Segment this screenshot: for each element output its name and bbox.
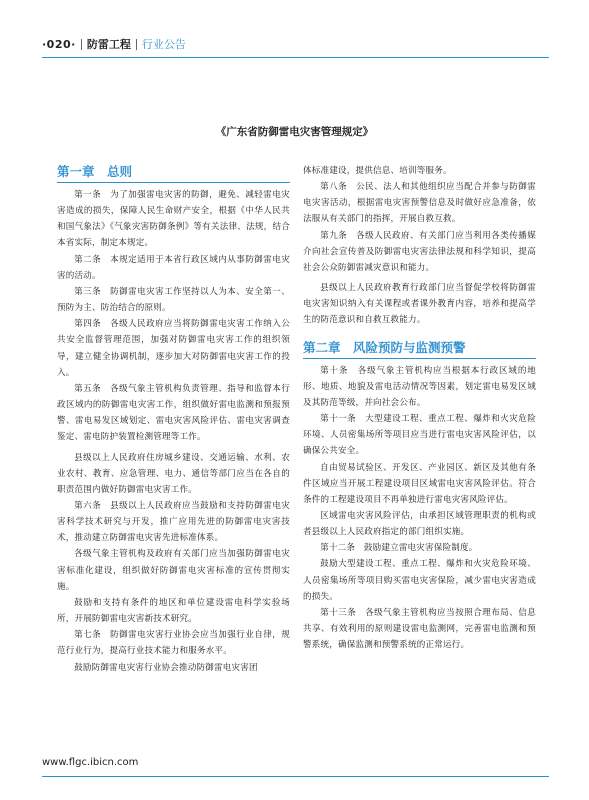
paragraph: 县级以上人民政府住房城乡建设、交通运输、水利、农业农村、教育、应急管理、电力、通信等部门应当在各自的职责范围内做好防御雷电灾害工作。 xyxy=(57,452,290,495)
footer-url: www.flgc.ibicn.com xyxy=(42,757,139,768)
paragraph: 第四条 各级人民政府应当将防御雷电灾害工作纳入公共安全监督管理范围，加强对防御雷电灾害工作的组织领导，建立健全协调机制，逐步加大对防御雷电灾害工作的投入。 xyxy=(57,319,290,378)
paragraph: 各级气象主管机构及政府有关部门应当加强防御雷电灾害标准化建设，组织做好防御雷电灾害标准的宣传贯彻实施。 xyxy=(57,549,290,592)
chapter-heading: 第一章 总则 xyxy=(57,164,133,179)
paragraph: 自由贸易试验区、开发区、产业园区、新区及其他有条件区域应当开展工程建设项目区域雷电灾害风险评估。符合条件的工程建设项目不再单独进行雷电灾害风险评估。 xyxy=(303,462,536,505)
paragraph: 第十三条 各级气象主管机构应当按照合理布局、信息共享、有效利用的原则建设雷电监测网，完善雷电监测和预警系统，确保监测和预警系统的正常运行。 xyxy=(303,607,536,651)
paragraph: 第六条 县级以上人民政府应当鼓励和支持防御雷电灾害科学技术研究与开发，推广应用先进的防御雷电灾害技术，推动建立防御雷电灾害先进标准体系。 xyxy=(57,500,290,544)
paragraph: 县级以上人民政府教育行政部门应当督促学校将防御雷电灾害知识纳入有关课程或者课外教育内容，培养和提高学生的防范意识和自救互救能力。 xyxy=(303,283,536,326)
paragraph: 鼓励和支持有条件的地区和单位建设雷电科学实验场所，开展防御雷电灾害新技术研究。 xyxy=(57,597,290,625)
paragraph: 第八条 公民、法人和其他组织应当配合并参与防御雷电灾害活动，根据雷电灾害预警信息及时做好应急准备，依法服从有关部门的指挥，开展自救互救。 xyxy=(303,182,536,225)
paragraph: 体标准建设，提供信息、培训等服务。 xyxy=(303,166,452,176)
paragraph: 第十二条 鼓励建立雷电灾害保险制度。 xyxy=(320,543,478,554)
chapter-rule xyxy=(303,358,536,359)
paragraph: 第一条 为了加强雷电灾害的防御，避免、减轻雷电灾害造成的损失，保障人民生命财产安全，根据《中华人民共和国气象法》《气象灾害防御条例》等有关法律、法规，结合本省实际，制定本规定。 xyxy=(57,190,290,249)
section-name: 行业公告 xyxy=(141,38,186,51)
chapter-heading: 第二章 风险预防与监测预警 xyxy=(303,339,466,355)
page-number: ·020· xyxy=(42,37,76,51)
paragraph: 第五条 各级气象主管机构负责管理、指导和监督本行政区域内的防御雷电灾害工作，组织做好雷电监测和预报预警、雷电易发区域划定、雷电灾害风险评估、雷电灾害调查鉴定、雷电防护装置检测管理等工作。 xyxy=(57,383,290,443)
paragraph: 第十条 各级气象主管机构应当根据本行政区域的地形、地质、地貌及雷电活动情况等因素，划定雷电易发区域及其防范等级，并向社会公布。 xyxy=(303,365,536,408)
spacer xyxy=(303,329,536,339)
chapter-rule xyxy=(57,182,290,183)
footer-rule xyxy=(42,776,549,777)
paragraph: 区域雷电灾害风险评估，由承担区域管理职责的机构或者县级以上人民政府指定的部门组织实施。 xyxy=(303,510,536,538)
journal-name: 防雷工程 xyxy=(86,38,131,51)
header-rule xyxy=(42,57,549,58)
paragraph: 第二条 本规定适用于本省行政区域内从事防御雷电灾害的活动。 xyxy=(57,254,290,281)
paragraph: 鼓励防御雷电灾害行业协会推动防御雷电灾害团 xyxy=(74,662,258,673)
paragraph: 第七条 防御雷电灾害行业协会应当加强行业自律，规范行业行为，提高行业技术能力和服务水平。 xyxy=(57,630,290,657)
paragraph: 鼓励大型建设工程、重点工程、爆炸和火灾危险环境、人员密集场所等项目购买雷电灾害保险，减少雷电灾害造成的损失。 xyxy=(303,559,536,602)
right-column xyxy=(303,163,536,653)
paragraph: 第十一条 大型建设工程、重点工程、爆炸和火灾危险环境、人员密集场所等项目应当进行雷电灾害风险评估，以确保公共安全。 xyxy=(303,414,536,457)
header-divider-2 xyxy=(136,39,137,50)
document-title: 《广东省防御雷电灾害管理规定》 xyxy=(215,126,374,138)
paragraph: 第三条 防御雷电灾害工作坚持以人为本、安全第一、预防为主、防治结合的原则。 xyxy=(57,286,290,314)
page-header xyxy=(42,37,186,51)
left-column xyxy=(57,163,290,676)
paragraph: 第九条 各级人民政府、有关部门应当利用各类传播媒介向社会宣传普及防御雷电灾害法律法规和科学知识，提高社会公众防御雷减灾意识和能力。 xyxy=(303,230,536,273)
header-divider xyxy=(81,39,82,50)
